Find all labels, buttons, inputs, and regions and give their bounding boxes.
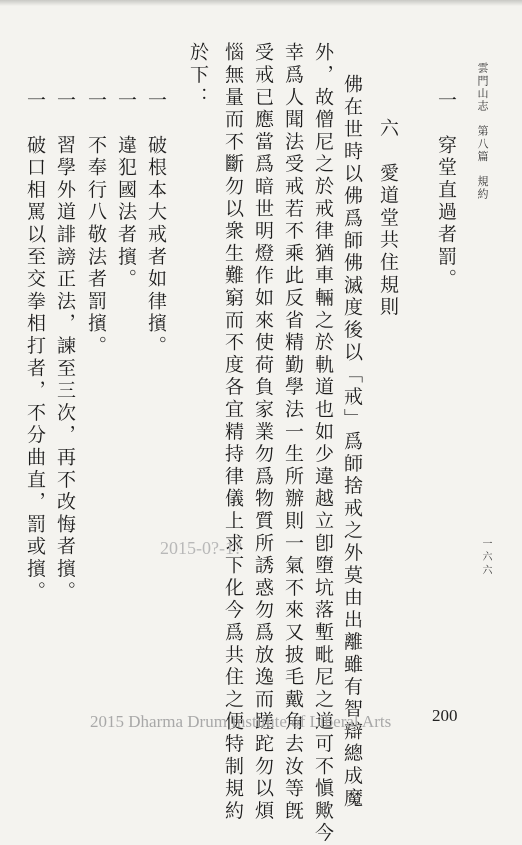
copyright-watermark: 2015 Dharma Drum Institute of Liberal Arts (90, 712, 392, 731)
running-header (477, 62, 488, 201)
page-number: 一六六 (480, 538, 491, 578)
paragraph-line-2: 外，故僧尼之於戒律猶車輛之於軌道也如少違越立卽墮坑落塹毗尼之道可不愼歟今 (312, 42, 334, 845)
paragraph-line-5: 惱無量而不斷勿以衆生難窮而不度各宜精持律儀上求下化今爲共住之便特制規約 (222, 42, 244, 823)
rule-item-4: 一 不奉行八敬法者罰擯。 (85, 90, 107, 358)
section-heading: 六 愛道堂共住規則 (377, 118, 399, 319)
scan-edge-shadow (0, 0, 522, 6)
paragraph-line-4: 受戒已應當爲暗世明燈作如來使荷負家業勿爲物質所誘惑勿爲放逸而蹉跎勿以煩 (252, 42, 274, 823)
paragraph-line-1: 佛在世時以佛爲師佛滅度後以「戒」爲師捨戒之外莫由出離雖有智辯總成魔 (341, 74, 363, 810)
rule-item-6: 一 破口相罵以至交拳相打者，不分曲直，罰或擯。 (24, 90, 46, 603)
rule-item-2: 一 破根本大戒者如律擯。 (145, 90, 167, 358)
rule-item-5: 一 習學外道誹謗正法，諫至三次，再不改悔者擯。 (54, 90, 76, 603)
scan-page-number: 200 (432, 706, 458, 725)
book-title: 雲門山志 (476, 62, 489, 113)
rule-item-1: 一 穿堂直過者罰。 (435, 90, 457, 291)
paragraph-line-6: 於下： (187, 42, 209, 109)
date-stamp-watermark: 2015-0?-1? (160, 538, 242, 558)
chapter-label: 第八篇 規約 (476, 125, 489, 201)
rule-item-3: 一 違犯國法者擯。 (115, 90, 137, 291)
paragraph-line-3: 幸爲人聞法受戒若不乘此反省精勤學法一生所辦則一氣不來又披毛戴角去汝等旣 (282, 42, 304, 823)
